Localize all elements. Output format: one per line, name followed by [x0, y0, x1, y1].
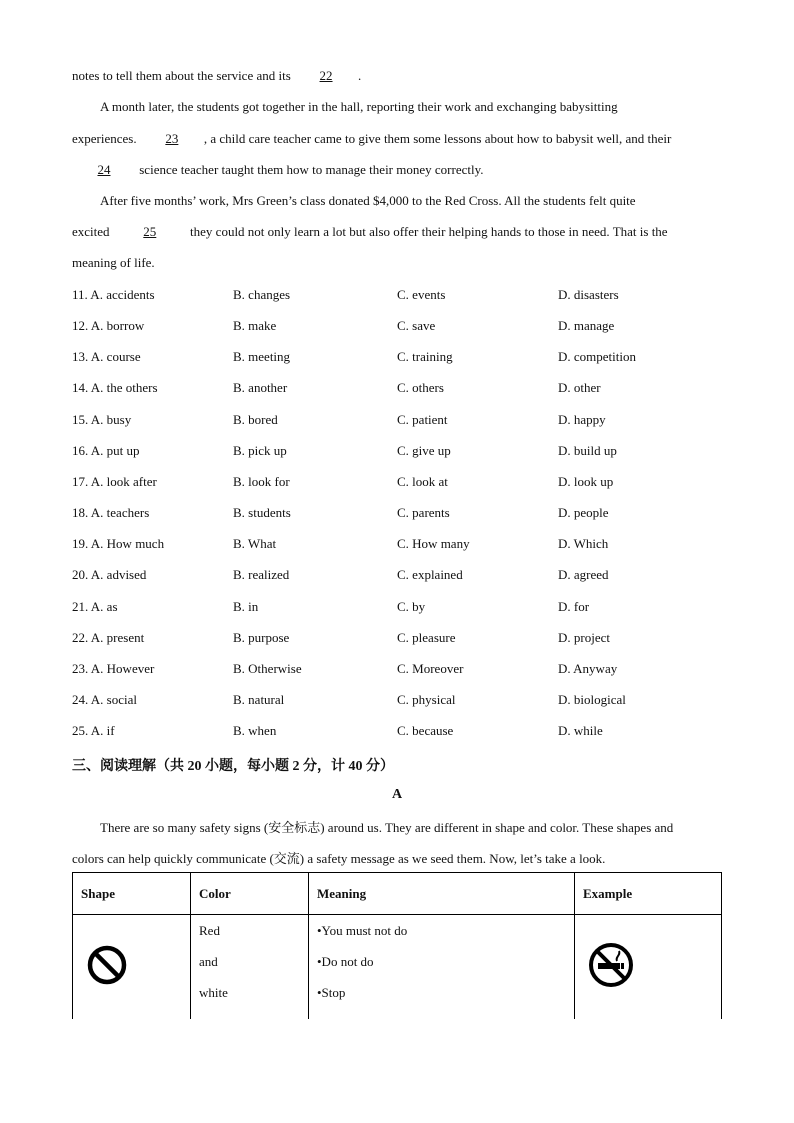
passage-line-2: A month later, the students got together in the hall, reporting their work and exchanging babysitting: [100, 99, 618, 114]
color-cell: [191, 915, 309, 1020]
option-17-a: 17. A. look after: [72, 474, 157, 489]
prohibition-circle-icon: [85, 943, 129, 987]
option-14-a: 14. A. the others: [72, 380, 158, 395]
option-23-b: B. Otherwise: [233, 661, 302, 676]
option-21-b: B. in: [233, 599, 259, 614]
passage-a-line-2: colors can help quickly communicate (交流) a safety message as we seed them. Now, let’s take a look.: [72, 851, 606, 866]
option-19-c: C. How many: [397, 536, 470, 551]
option-24-a: 24. A. social: [72, 692, 137, 707]
option-11-d: D. disasters: [558, 287, 619, 302]
table-row: [73, 915, 722, 1020]
option-20-d: D. agreed: [558, 567, 609, 582]
option-13-d: D. competition: [558, 349, 636, 364]
option-15-a: 15. A. busy: [72, 412, 132, 427]
blank-24: 24: [97, 162, 111, 177]
option-16-c: C. give up: [397, 443, 451, 458]
option-12-c: C. save: [397, 318, 436, 333]
option-22-c: C. pleasure: [397, 630, 456, 645]
option-17-c: C. look at: [397, 474, 448, 489]
option-16-a: 16. A. put up: [72, 443, 140, 458]
option-14-b: B. another: [233, 380, 288, 395]
header-shape: Shape: [73, 873, 191, 915]
color-line: and: [199, 954, 218, 969]
passage-text: notes to tell them about the service and its: [72, 68, 295, 83]
option-20-c: C. explained: [397, 567, 463, 582]
blank-23: 23: [165, 131, 179, 146]
option-15-d: D. happy: [558, 412, 606, 427]
option-22-b: B. purpose: [233, 630, 290, 645]
option-24-b: B. natural: [233, 692, 285, 707]
header-color: Color: [191, 873, 309, 915]
option-22-a: 22. A. present: [72, 630, 145, 645]
option-16-b: B. pick up: [233, 443, 287, 458]
passage-a-line-1: There are so many safety signs (安全标志) around us. They are different in shape and color. These shapes and: [100, 820, 674, 835]
option-14-c: C. others: [397, 380, 444, 395]
option-22-d: D. project: [558, 630, 610, 645]
passage-text: science teacher taught them how to manage their money correctly.: [136, 162, 484, 177]
option-23-a: 23. A. However: [72, 661, 155, 676]
option-24-d: D. biological: [558, 692, 626, 707]
blank-25: 25: [143, 224, 157, 239]
option-17-b: B. look for: [233, 474, 290, 489]
option-23-d: D. Anyway: [558, 661, 618, 676]
header-meaning: Meaning: [309, 873, 575, 915]
option-25-c: C. because: [397, 723, 454, 738]
passage-text: excited: [72, 224, 113, 239]
option-25-d: D. while: [558, 723, 603, 738]
option-21-a: 21. A. as: [72, 599, 118, 614]
option-12-a: 12. A. borrow: [72, 318, 145, 333]
option-21-d: D. for: [558, 599, 590, 614]
option-16-d: D. build up: [558, 443, 617, 458]
meaning-line: •Stop: [317, 985, 346, 1000]
color-line: white: [199, 985, 228, 1000]
option-13-b: B. meeting: [233, 349, 291, 364]
passage-title: A: [391, 787, 403, 802]
option-14-d: D. other: [558, 380, 601, 395]
option-18-d: D. people: [558, 505, 609, 520]
passage-line-3: [72, 131, 671, 147]
option-17-d: D. look up: [558, 474, 614, 489]
shape-cell: [73, 915, 191, 1020]
example-cell: [575, 915, 722, 1020]
option-12-d: D. manage: [558, 318, 615, 333]
section-heading: 三、阅读理解（共 20 小题，每小题 2 分，计 40 分）: [72, 759, 394, 774]
meaning-line: •Do not do: [317, 954, 374, 969]
passage-text: they could not only learn a lot but also offer their helping hands to those in need. That is the: [186, 224, 668, 239]
passage-text: experiences.: [72, 131, 140, 146]
option-19-d: D. Which: [558, 536, 609, 551]
color-line: Red: [199, 923, 220, 938]
option-25-a: 25. A. if: [72, 723, 115, 738]
passage-line-5: After five months’ work, Mrs Green’s class donated $4,000 to the Red Cross. All the students felt quite: [100, 193, 636, 208]
option-21-c: C. by: [397, 599, 426, 614]
passage-line-6: [72, 224, 668, 240]
option-11-c: C. events: [397, 287, 446, 302]
meaning-cell: [309, 915, 575, 1020]
option-24-c: C. physical: [397, 692, 456, 707]
option-20-a: 20. A. advised: [72, 567, 147, 582]
passage-line-1: [72, 68, 361, 84]
table-header-row: [73, 873, 722, 915]
option-18-b: B. students: [233, 505, 291, 520]
option-11-a: 11. A. accidents: [72, 287, 155, 302]
passage-line-7: meaning of life.: [72, 255, 155, 270]
passage-line-4: [72, 162, 483, 178]
option-18-c: C. parents: [397, 505, 450, 520]
option-11-b: B. changes: [233, 287, 291, 302]
no-smoking-icon: [587, 941, 635, 989]
option-12-b: B. make: [233, 318, 277, 333]
blank-22: 22: [319, 68, 333, 83]
option-19-a: 19. A. How much: [72, 536, 165, 551]
option-18-a: 18. A. teachers: [72, 505, 150, 520]
option-23-c: C. Moreover: [397, 661, 464, 676]
option-15-c: C. patient: [397, 412, 448, 427]
meaning-line: •You must not do: [317, 923, 408, 938]
option-20-b: B. realized: [233, 567, 290, 582]
safety-signs-table: [72, 872, 722, 1019]
option-25-b: B. when: [233, 723, 277, 738]
option-13-a: 13. A. course: [72, 349, 141, 364]
option-15-b: B. bored: [233, 412, 278, 427]
option-13-c: C. training: [397, 349, 453, 364]
header-example: Example: [575, 873, 722, 915]
option-19-b: B. What: [233, 536, 277, 551]
passage-text: , a child care teacher came to give them some lessons about how to babysit well, and their: [203, 131, 672, 146]
period: .: [358, 68, 362, 83]
